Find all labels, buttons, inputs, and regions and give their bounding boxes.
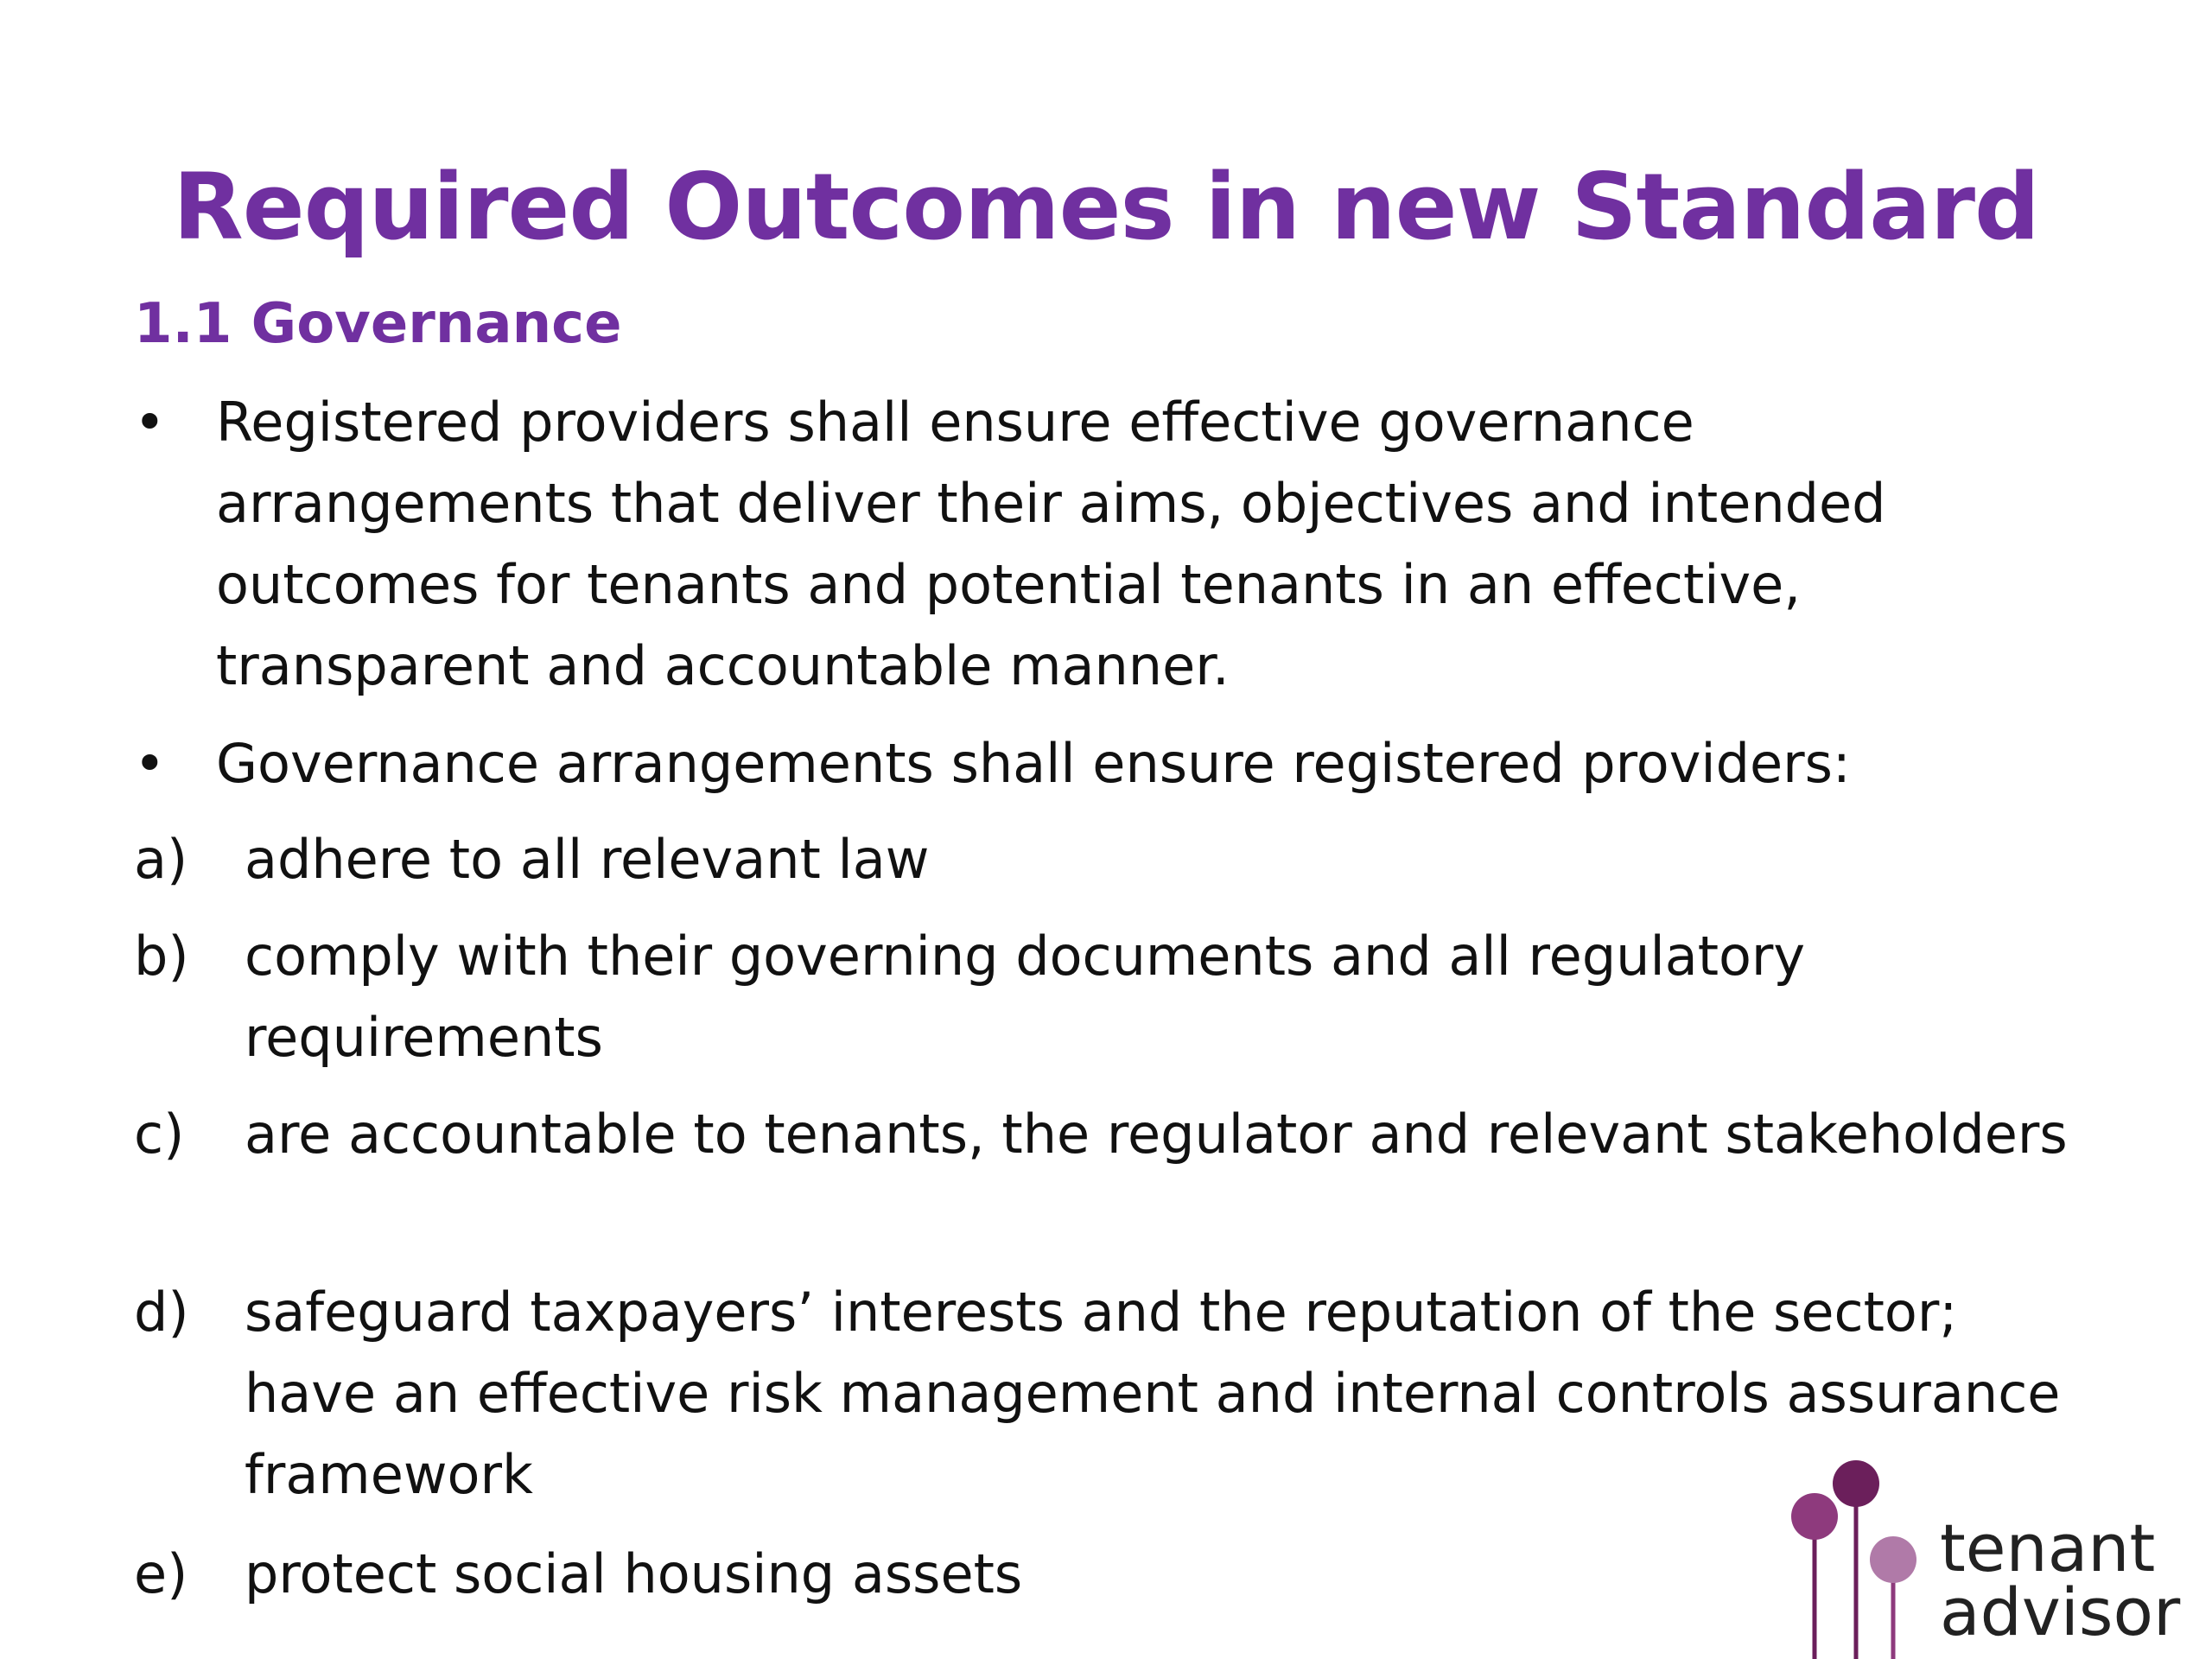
bullet-text: Registered providers shall ensure effective governance arrangements that deliver their aims, objectives and intended outcomes for tenants and potential tenants in an effective, transparent and accountable manner. [216,391,1886,697]
list-marker: e) [134,1542,188,1605]
slide-title: Required Outcomes in new Standard [173,154,2039,260]
list-marker: c) [134,1103,185,1166]
list-text: adhere to all relevant law [245,828,930,891]
list-marker: d) [134,1281,189,1344]
list-text: protect social housing assets [245,1542,1023,1605]
bullet-item [134,382,2078,707]
bullet-marker: • [134,391,166,454]
section-heading: 1.1 Governance [134,292,622,356]
logo-line-1: tenant [1940,1510,2156,1586]
list-text: are accountable to tenants, the regulator and relevant stakeholders [245,1103,2068,1166]
list-text: comply with their governing documents and all regulatory requirements [245,925,1806,1069]
list-marker: a) [134,828,188,891]
logo-line-2: advisor [1940,1573,2181,1650]
list-item-b [134,916,2078,1078]
logo-wordmark [1940,1510,2181,1650]
list-item-c [134,1094,2078,1175]
bullet-item [134,723,2078,804]
logo-dot-left [1791,1493,1838,1540]
list-marker: b) [134,925,189,988]
logo-dot-right [1870,1536,1916,1583]
list-text: safeguard taxpayers’ interests and the reputation of the sector; have an effective risk management and internal controls assurance framework [245,1281,2061,1506]
logo-dot-center [1833,1460,1879,1507]
bullet-text: Governance arrangements shall ensure registered providers: [216,732,1851,795]
bullet-marker: • [134,732,166,795]
list-item-a [134,819,2078,900]
